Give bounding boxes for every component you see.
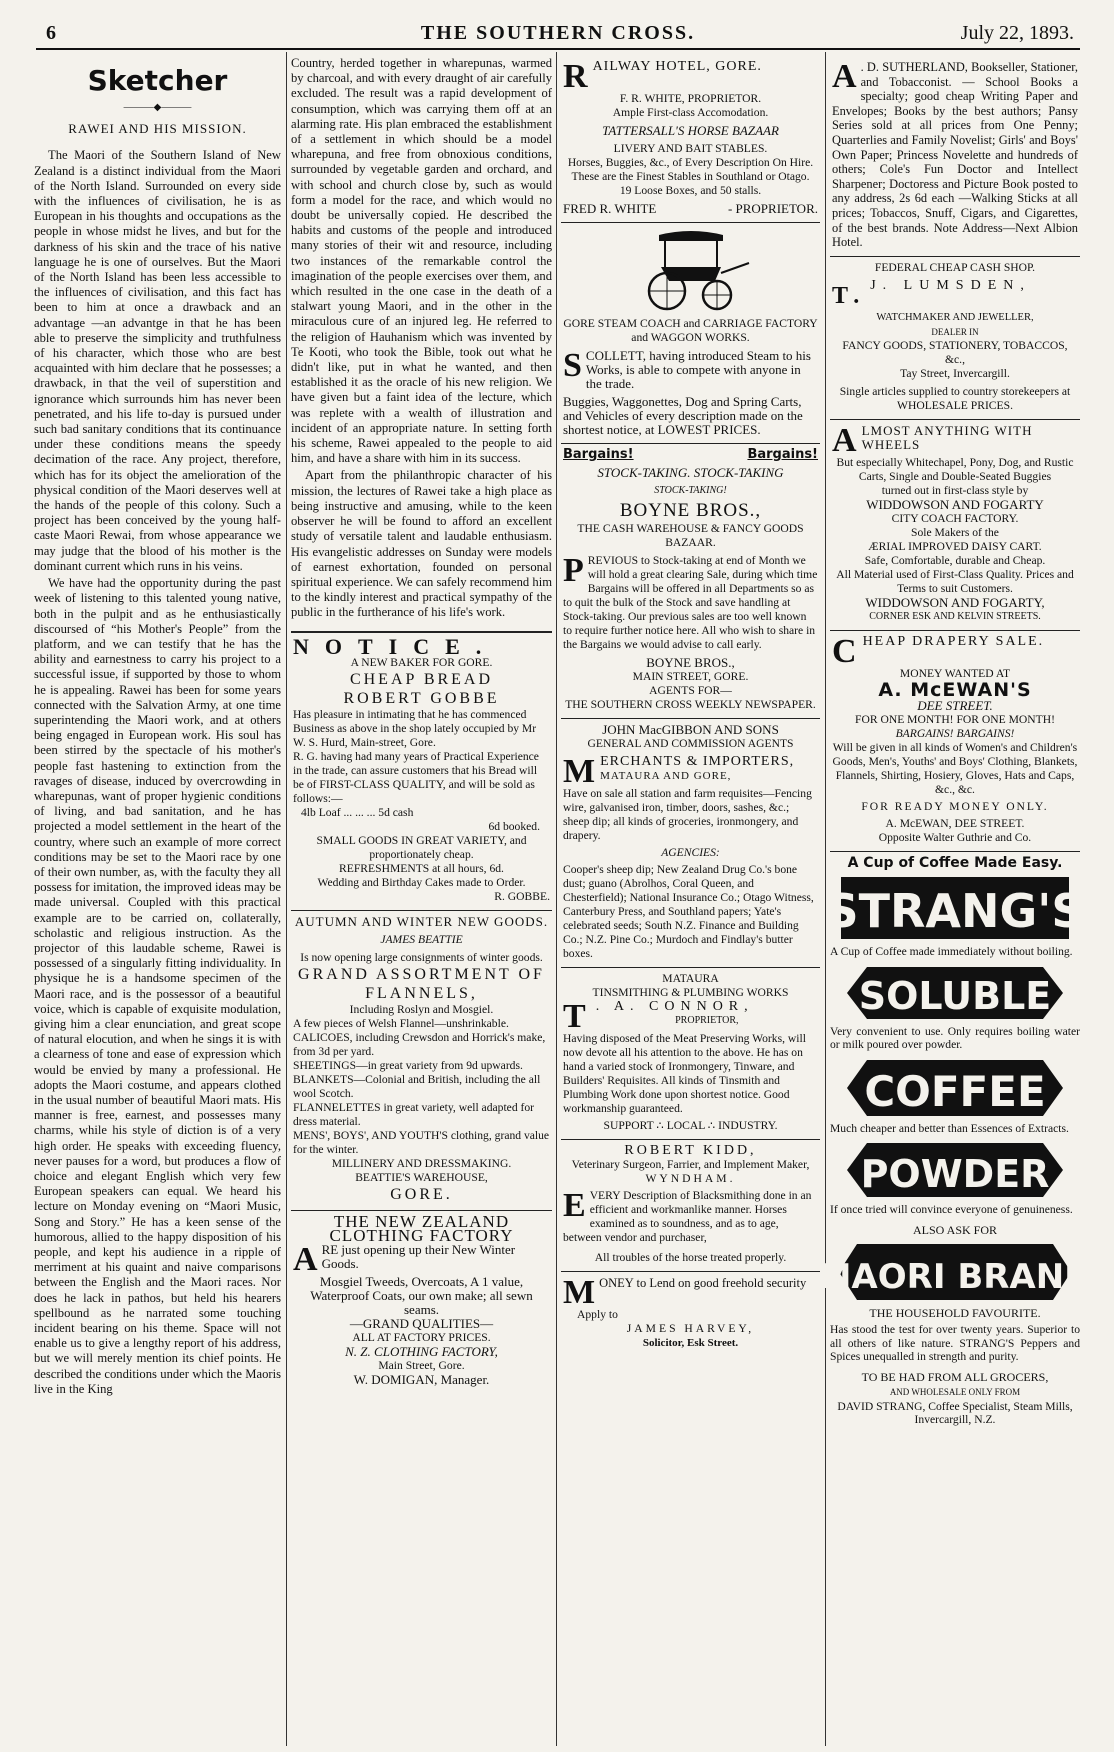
ad-heading: LMOST ANYTHING WITH WHEELS	[861, 422, 1033, 452]
ad-line: TO BE HAD FROM ALL GROCERS,	[861, 1370, 1049, 1385]
ad-railway-hotel	[561, 56, 820, 223]
header-rule	[36, 48, 1080, 50]
ad-line: ALSO ASK FOR	[912, 1222, 998, 1237]
article-paragraph: We have had the opportunity during the past week of listening to this talented young native, both in the pulpit and as he enthusiastically discoursed of “his Mother's People” from the platform, and we can testify that he has the ability and earnestness to carry his project to a successful issue, if supported by those to whom he is appealing. Rawei has been for some years connected with the Salvation Army, at one time superintending the Maori work, and at others being engaged in European work. His soul has been stirred by the spectacle of his mother's people fast hastening to extinction from the ravages of disease, induced by overcrowding in wharepunas, want of proper hygienic conditions of living, and bad sanitation, and he has projected a model settlement in the heart of the country, where such an example of more correct conditions may be set to the Maori race by one of their own number, as, with the faculty they all possess for imitation, the improved ideas may be made universal. Coupled with this practical example are to be carried on, collaterally, scholastic and religious instruction. As the projector of this laudable scheme, Rawei is possessed of a singularly fitting individuality. In physique he is a handsome specimen of the Maori race, and is the possessor of a beautiful voice, which is capable of exquisite modulation, giving him a clear enunciation, and great scope of natural elocution, and when he sings it is with a clearness of tone and ease of expression which would be envied by many a professional. He adopts the Maori costume, and appears clothed in the usual number of beautiful Maori mats. His manner is free, earnest, and possesses many charms, while his style of diction is of a very high order. He speaks with exceeding fluency, never pauses for a word, but produces a flow of choice and elegant English which very few European speakers can equal. We heard his lecture on Monday evening on “Maori Music, Song and Story.” He has a keen sense of the humorous, allied to the happy disposition of his people, and kept his audience in a ripple of merriment at his quaint and naive comparisons between the English and the Maori races. Nor does he lack in pathos, but held his hearers spellbound as he narrated some touching incident bearing on his theme. Space will not enable us to give a lengthy report of his address, but we will merely mention its chief points. He described the conditions under which the Maoris live in the King	[34, 576, 281, 1396]
ornament: ———◆———	[123, 102, 192, 113]
ad-name: ROBERT GOBBE	[343, 689, 500, 707]
ad-heading: AUTUMN AND WINTER NEW GOODS.	[294, 913, 549, 929]
ad-line: AND WHOLESALE ONLY FROM	[889, 1387, 1021, 1398]
ad-line: THE SOUTHERN CROSS WEEKLY NEWSPAPER.	[565, 698, 816, 711]
ad-line: DEALER IN	[931, 326, 979, 337]
bargains-label: Bargains!	[563, 447, 634, 462]
brand-coffee	[830, 1058, 1080, 1118]
ad-item: FLANNELETTES in great variety, well adapted for dress material.	[293, 1100, 535, 1128]
ad-line: SUPPORT ∴ LOCAL ∴ INDUSTRY.	[603, 1119, 778, 1132]
drop-cap: T.	[832, 282, 867, 309]
ad-line: CITY COACH FACTORY.	[891, 511, 1019, 525]
ad-name: J. LUMSDEN,	[870, 277, 1031, 293]
ad-item: MENS', BOYS', AND YOUTH'S clothing, grand value for the winter.	[293, 1128, 550, 1156]
ad-item: BLANKETS—Colonial and British, including the all wool Scotch.	[293, 1072, 541, 1100]
ad-body: VERY Description of Blacksmithing done in an efficient and workmanlike manner. Horses examined as to soundness, and as to age, between vendor and purchaser,	[563, 1189, 812, 1244]
column-two	[291, 56, 552, 1746]
ad-caption: Much cheaper and better than Essences of Extracts.	[830, 1121, 1069, 1135]
ad-heading: NOTICE.	[293, 633, 498, 659]
ad-line: A NEW BAKER FOR GORE.	[350, 655, 493, 669]
ad-line: Opposite Walter Guthrie and Co.	[878, 830, 1032, 844]
ad-body: REFRESHMENTS at all hours, 6d.	[339, 861, 504, 875]
bargains-label: Bargains!	[747, 447, 818, 462]
article-paragraph: Country, herded together in wharepunas, warmed by charcoal, and with every draught of air carefully excluded. The result was a rapid development of consumption, which was carrying them off at an alarming rate. His plan embraced the establishment of a settlement in which should be a model wharepuna, and free from obnoxious conditions, surrounded by vegetable garden and orchard, and with school and church close by, such as would form a model for the race, and which would no doubt be universally copied. He described the habits and customs of the people and introduced many stories of their wit and resource, including two instances of the remarkable control the imagination of the people exercises over them, and which resulted in the one case in the death of a stalwart young Maori, and in the other in the miraculous cure of an injured leg. He referred to the religion of Hauhanism which was invented by Te Kooti, who took the Bible, took out what he didn't like, put in what he wanted, and then established it as the oracle of his new religion. We have given but a faint idea of the lecture, which was replete with a wealth of illustration and incident of an appropriate nature. In setting forth his scheme, Rawei appealed to the people to aid him, and have a share with him in its success.	[291, 56, 552, 466]
ad-body: Will be given in all kinds of Women's and Children's Goods, Men's, Youths' and Boys' Clothing, Blankets, Flannels, Shirting, Hosiery, Gloves, Hats and Caps, &c., &c.	[832, 740, 1078, 796]
ad-line: AGENTS FOR—	[649, 684, 732, 697]
ad-body: Horses, Buggies, &c., of Every Description On Hire. These are the Finest Stables in Southland or Otago.	[567, 156, 814, 183]
ad-line: W. DOMIGAN, Manager.	[353, 1371, 490, 1387]
ad-line: Solicitor, Esk Street.	[642, 1337, 739, 1349]
ad-strang-coffee	[817, 854, 1093, 1427]
ad-name: . A. CONNOR,	[595, 999, 754, 1014]
ad-caption: Has stood the test for over twenty years. Superior to all others of like nature. STRANG'S Peppers and Spices unequalled in strength and purity.	[830, 1323, 1080, 1364]
ad-body: Have on sale all station and farm requisites—Fencing wire, galvanised iron, timber, doors, sashes, &c.; sheep dip; all kinds of groceries, ironmongery, and drapery.	[563, 787, 812, 842]
issue-date: July 22, 1893.	[960, 22, 1074, 44]
ad-body: Has pleasure in intimating that he has commenced Business as above in the shop lately occupied by Mr W. S. Hurd, Main-street, Gore.	[293, 707, 537, 749]
ad-line: DAVID STRANG, Coffee Specialist, Steam Mills, Invercargill, N.Z.	[837, 1400, 1073, 1427]
ad-heading: GORE STEAM COACH and CARRIAGE FACTORY and WAGGON WORKS.	[563, 317, 818, 344]
ad-line: STOCK-TAKING!	[654, 485, 727, 496]
ad-body: All troubles of the horse treated properly.	[594, 1251, 787, 1264]
ad-line: LIVERY AND BAIT STABLES.	[613, 142, 768, 155]
ad-line: F. R. WHITE, PROPRIETOR.	[619, 92, 762, 105]
column-three	[561, 56, 820, 1746]
ad-line: Ample First-class Accomodation.	[612, 106, 769, 119]
ad-line: TINSMITHING & PLUMBING WORKS	[592, 986, 789, 999]
ad-body: COLLETT, having introduced Steam to his Works, is able to compete with anyone in the trade.	[585, 348, 811, 391]
ad-body: Having disposed of the Meat Preserving Works, will now devote all his attention to the above. He has on hand a varied stock of Ironmongery, Tinware, and Builders' Requisites. All kinds of Tinsmith and Plumbing Work done upon shortest notice. Good workmanship guaranteed.	[563, 1032, 806, 1115]
brand-text: MAORI BRAND	[817, 1257, 1093, 1298]
ad-signature: BOYNE BROS.,	[646, 655, 735, 670]
ad-name: WIDDOWSON AND FOGARTY,	[865, 594, 1045, 610]
brand-powder	[830, 1141, 1080, 1199]
ad-name: JAMES BEATTIE	[380, 932, 463, 946]
price-item: 4lb Loaf ... ... ... 5d cash	[301, 805, 414, 819]
ad-line: FANCY GOODS, STATIONERY, TOBACCOS, &c.,	[842, 338, 1068, 366]
ad-sutherland	[830, 56, 1080, 257]
ad-line: Main Street, Gore.	[378, 1358, 465, 1372]
drop-cap: A	[832, 421, 858, 459]
ad-line: turned out in first-class style by	[881, 483, 1029, 497]
ad-james-harvey	[561, 1272, 820, 1356]
ad-heading: JOHN MacGIBBON AND SONS	[602, 722, 779, 737]
drop-cap: M	[563, 753, 597, 790]
ad-body: All Material used of First-Class Quality. Prices and Terms to suit Customers.	[836, 567, 1074, 595]
ad-caption: Very convenient to use. Only requires boiling water or milk poured over powder.	[830, 1024, 1080, 1052]
ad-line: Including Roslyn and Mosgiel.	[349, 1002, 494, 1016]
ad-line: Safe, Comfortable, durable and Cheap.	[864, 553, 1046, 567]
price-item: 6d booked.	[488, 819, 540, 833]
ad-body: . D. SUTHERLAND, Bookseller, Stationer, and Tobacconist. — School Books a specialty; good cheap Writing Paper and Envelopes; Books by the best authors; Pansy Series sold at all prices from One Penny; Quarterlies and Family Novelist; Girls' and Boys' Own Paper; Princess Novelette and hundreds of others; Cole's Fun Doctor and Intellect Sharpener; Doctoress and Picture Book posted to any address, 2s 6d each —Walking Sticks at all prices; Tobaccos, Snuff, Cigars, and Cigarettes, of the best brands. Note Address—Next Albion Hotel.	[832, 60, 1078, 250]
ad-line: MONEY WANTED AT	[899, 666, 1011, 680]
ad-line: ÆRIAL IMPROVED DAISY CART.	[868, 539, 1042, 553]
ad-line: FOR READY MONEY ONLY.	[861, 799, 1049, 813]
ad-line: THE CASH WAREHOUSE & FANCY GOODS BAZAAR.	[577, 522, 804, 549]
page-number: 6	[46, 22, 56, 44]
ad-heading: HEAP DRAPERY SALE.	[862, 633, 1045, 649]
ad-item: SHEETINGS—in great variety from 9d upwards.	[293, 1058, 523, 1072]
ad-signature: FRED R. WHITE	[563, 201, 657, 216]
ad-body: Wedding and Birthday Cakes made to Order.	[317, 875, 526, 889]
ad-line: GORE.	[390, 1185, 453, 1203]
drop-cap: T	[563, 998, 592, 1035]
column-sketcher	[34, 56, 281, 1746]
ad-line: THE HOUSEHOLD FAVOURITE.	[869, 1306, 1041, 1321]
ad-signature: A. McEWAN, DEE STREET.	[885, 816, 1025, 830]
column-divider	[556, 52, 557, 1746]
ad-heading: CLOTHING FACTORY	[329, 1225, 514, 1245]
ad-heading: FEDERAL CHEAP CASH SHOP.	[874, 260, 1036, 274]
ad-body: Cooper's sheep dip; New Zealand Drug Co.'s bone dust; guano (Abrolhos, Coral Queen, and Chesterfield); National Insurance Co.; Otago Witness, Canterbury Press, and Southland papers; Yate's celebrated seeds; South N.Z. Finance and Building Co.; N.Z. Pine Co.; Murdoch and Findlay's butter boxes.	[563, 863, 814, 960]
article-paragraph: Apart from the philanthropic character of his mission, the lectures of Rawei take a high place as being instructive and amusing, while to the keen observer he will be found to afford an excellent study of versatile talent and laudable enthusiasm. His evangelistic addresses on Sunday were models of earnest exhortation, founded on personal spiritual experience. We can safely recommend him to the kindly interest and practical sympathy of the public in the furtherance of his life's work.	[291, 468, 552, 620]
ad-body: But especially Whitechapel, Pony, Dog, and Rustic Carts, Single and Double-Seated Buggies	[836, 455, 1074, 483]
ad-nz-clothing	[291, 1211, 552, 1393]
ad-macgibbon	[561, 719, 820, 968]
ad-steam-coach	[561, 223, 820, 444]
brand-text: STRANG'S	[825, 883, 1085, 938]
column-four	[817, 56, 1093, 1746]
article-title: RAWEI AND HIS MISSION.	[68, 121, 247, 137]
ad-body: Single articles supplied to country storekeepers at	[839, 384, 1071, 398]
ad-line: WYNDHAM.	[645, 1172, 736, 1185]
brand-soluble	[830, 965, 1080, 1021]
ad-name: N. Z. CLOTHING FACTORY,	[345, 1343, 498, 1359]
newspaper-title: THE SOUTHERN CROSS.	[420, 22, 696, 44]
masthead	[36, 22, 1080, 42]
buggy-illustration	[631, 227, 751, 313]
ad-line: TATTERSALL'S HORSE BAZAAR	[602, 123, 779, 138]
ad-line: GRAND ASSORTMENT OF	[298, 965, 545, 983]
ad-line: BARGAINS! BARGAINS!	[895, 726, 1015, 740]
ad-line: ERCHANTS & IMPORTERS,	[600, 754, 795, 769]
section-heading: Sketcher	[87, 64, 228, 97]
ad-mcewan	[830, 631, 1080, 852]
drop-cap: P	[563, 552, 584, 589]
ad-lumsden	[830, 257, 1080, 420]
ad-line: MATAURA AND GORE,	[600, 770, 732, 782]
ad-heading: A Cup of Coffee Made Easy.	[847, 854, 1063, 871]
ad-line: CHEAP BREAD	[349, 670, 494, 688]
ad-body: Mosgiel Tweeds, Overcoats, A 1 value, Waterproof Coats, our own make; all sewn seams.	[310, 1273, 533, 1317]
ad-heading: AILWAY HOTEL, GORE.	[592, 59, 762, 74]
ad-body: ONEY to Lend on good freehold security	[599, 1276, 807, 1290]
ad-item: A few pieces of Welsh Flannel—unshrinkable.	[293, 1016, 509, 1030]
ad-line: DEE STREET.	[917, 697, 993, 713]
drop-cap: E	[563, 1187, 586, 1224]
ad-heading: MATAURA	[662, 972, 719, 985]
ad-signature: R. GOBBE.	[494, 889, 550, 903]
ad-body: Buggies, Waggonettes, Dog and Spring Carts, and Vehicles of every description made on the shortest notice, at LOWEST PRICES.	[563, 394, 803, 437]
ad-line: FOR ONE MONTH! FOR ONE MONTH!	[855, 712, 1055, 726]
ad-caption: A Cup of Coffee made immediately without boiling.	[830, 944, 1073, 958]
ad-line: MAIN STREET, GORE.	[632, 670, 749, 683]
ad-name: A. McEWAN'S	[878, 678, 1032, 701]
drop-cap: S	[563, 347, 582, 384]
ad-heading: THE NEW ZEALAND	[333, 1211, 510, 1231]
drop-cap: A	[293, 1240, 318, 1278]
ad-heading: BOYNE BROS.,	[619, 500, 762, 521]
ad-line: WATCHMAKER AND JEWELLER,	[876, 311, 1034, 323]
brand-strangs	[825, 875, 1085, 941]
ad-item: CALICOES, including Crewsdon and Horrick's make, from 3d per yard.	[293, 1030, 546, 1058]
ad-line: GENERAL AND COMMISSION AGENTS	[587, 737, 794, 750]
brand-text: POWDER	[860, 1152, 1050, 1197]
ad-widdowson	[830, 420, 1080, 631]
ad-beattie	[291, 911, 552, 1211]
ad-line: PROPRIETOR,	[675, 1015, 739, 1026]
ad-heading: ROBERT KIDD,	[624, 1143, 757, 1158]
ad-line: CORNER ESK AND KELVIN STREETS.	[869, 610, 1041, 622]
ad-robert-kidd	[561, 1140, 820, 1272]
ad-line: MILLINERY AND DRESSMAKING.	[331, 1156, 512, 1170]
ad-boyne-bros	[561, 444, 820, 719]
ad-line: WHOLESALE PRICES.	[897, 398, 1013, 412]
ad-body: Is now opening large consignments of winter goods.	[300, 950, 543, 964]
ad-line: BEATTIE'S WAREHOUSE,	[355, 1170, 488, 1184]
ad-body: SMALL GOODS IN GREAT VARIETY, and proportionately cheap.	[316, 833, 527, 861]
brand-maori	[817, 1242, 1093, 1302]
drop-cap: R	[563, 58, 589, 95]
ad-notice-gobbe	[291, 633, 552, 911]
ad-line: Apply to	[577, 1308, 618, 1321]
column-divider	[286, 52, 287, 1746]
ad-line: 19 Loose Boxes, and 50 stalls.	[619, 184, 762, 197]
ad-line: AGENCIES:	[661, 846, 720, 859]
brand-text: SOLUBLE	[858, 973, 1052, 1018]
article-paragraph: The Maori of the Southern Island of New Zealand is a distinct individual from the Maori of the North Island. Surrounded on every side with the influences of civilisation, he is as European in his thoughts and occupations as the people in whose midst he lives, and but for the darkness of his skin and the trace of his native language he is one of ourselves. But the Maori of the North Island has been less accessible to the influences of civilisation, and this fact has been to him at once a drawback and an advantage —an advantge in that he has been able to preserve the simplicity and truthfulness of his character, which those who are best acquainted with him declare that he possesses; a drawback, in that the veil of superstition and ignorance which surrounds him has never been penetrated, and his life to-day is pursued under such bad sanitary conditions that its continuance under these conditions means the speedy decimation of the race. Any project, therefore, which has for its object the amelioration of the physical condition of the Maori deserves well at the hands of the people of this colony. Such a project has been conceived by the young half-caste Maori Rewai, from whose appearance we may judge that the blood of his mother is the dominant current which runs in his veins.	[34, 148, 281, 573]
ad-line: FLANNELS,	[365, 984, 478, 1002]
drop-cap: C	[832, 632, 859, 670]
ad-body: R. G. having had many years of Practical Experience in the trade, can assure customers that his Bread will be of FIRST-CLASS QUALITY, and will be sold as follows:—	[293, 749, 539, 805]
ad-line: STOCK-TAKING. STOCK-TAKING	[597, 465, 784, 480]
ad-line: —GRAND QUALITIES—	[349, 1315, 494, 1331]
brand-text: COFFEE	[864, 1066, 1046, 1116]
ad-mataura	[561, 968, 820, 1140]
ad-line: Veterinary Surgeon, Farrier, and Implement Maker,	[571, 1158, 810, 1171]
ad-body: RE just opening up their New Winter Goods.	[321, 1241, 516, 1271]
ad-line: Sole Makers of the	[911, 525, 999, 539]
ad-name: JAMES HARVEY,	[626, 1322, 755, 1335]
ad-name: WIDDOWSON AND FOGARTY	[866, 496, 1044, 512]
drop-cap: A	[832, 58, 857, 95]
ad-caption: If once tried will convince everyone of genuineness.	[830, 1203, 1073, 1217]
ad-body: REVIOUS to Stock-taking at end of Month we will hold a great clearing Sale, during which time Bargains will be offered in all Departments so as to quit the bulk of the Stock and save handling at Stock-taking. Our previous sales are too well known to require further notice here. All who wish to share in the Bargains we would advise to call early.	[563, 554, 818, 651]
ad-line: Tay Street, Invercargill.	[900, 366, 1010, 380]
ad-signature-role: - PROPRIETOR.	[727, 201, 818, 216]
drop-cap: M	[563, 1274, 596, 1311]
ad-line: ALL AT FACTORY PRICES.	[352, 1330, 491, 1344]
